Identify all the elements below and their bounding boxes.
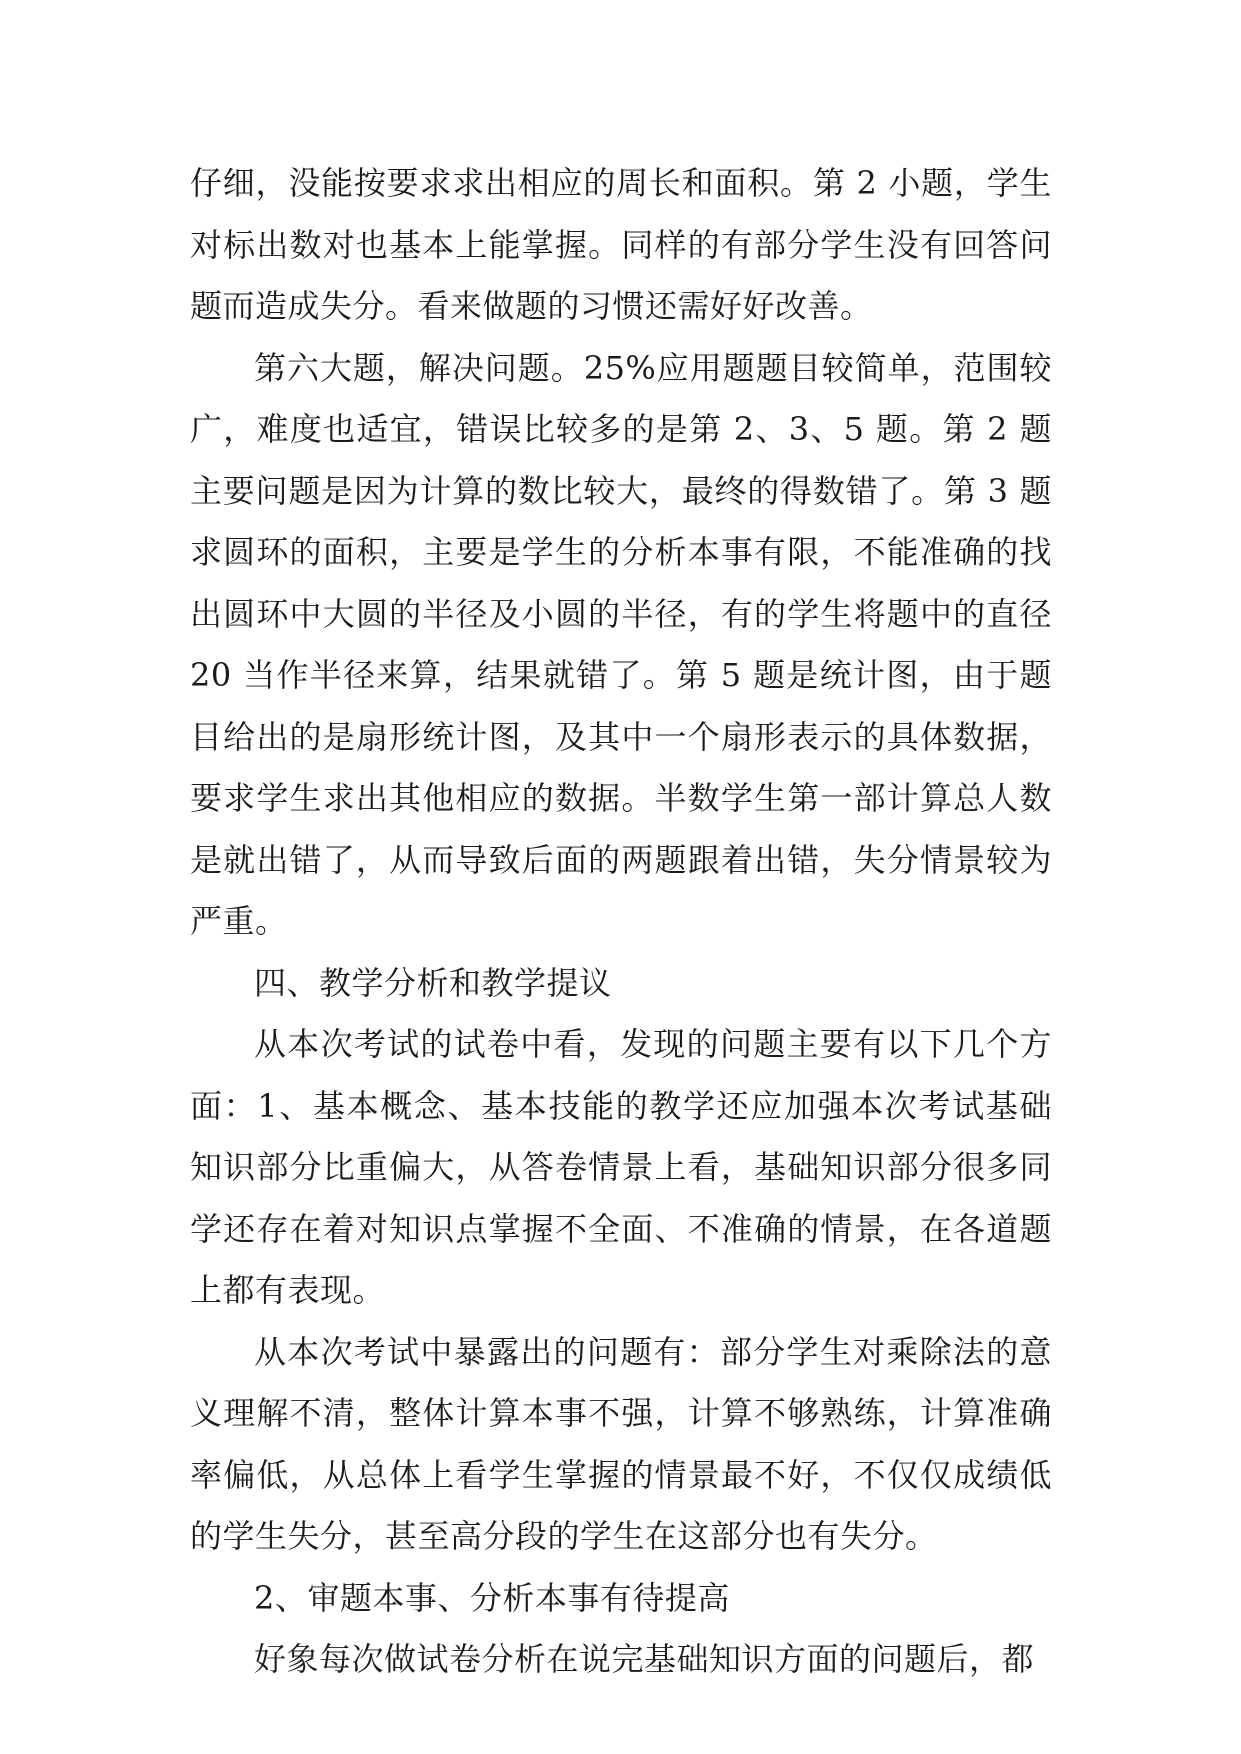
paragraph-4: 从本次考试中暴露出的问题有：部分学生对乘除法的意义理解不清，整体计算本事不强，计算不够熟练，计算准确率偏低，从总体上看学生掌握的情景最不好，不仅仅成绩低的学生失分，甚至高分段的学生在这部分也有失分。	[190, 1332, 1052, 1555]
paragraph-5: 好象每次做试卷分析在说完基础知识方面的问题后，都	[254, 1640, 1035, 1678]
paragraph-2: 第六大题，解决问题。25%应用题题目较简单，范围较广，难度也适宜，错误比较多的是第 2、3、5 题。第 2 题主要问题是因为计算的数比较大，最终的得数错了。第 3 题求圆环的面积，主要是学生的分析本事有限，不能准确的找出圆环中大圆的半径及小圆的半径，有的学生将题中的直径 20 当作半径来算，结果就错了。第 5 题是统计图，由于题目给出的是扇形统计图，及其中一个扇形表示的具体数据，要求学生求出其他相应的数据。半数学生第一部计算总人数是就出错了，从而导致后面的两题跟着出错，失分情景较为严重。	[190, 348, 1052, 940]
subheading-review-ability: 2、审题本事、分析本事有待提高	[254, 1578, 730, 1617]
paragraph-1: 仔细，没能按要求求出相应的周长和面积。第 2 小题，学生对标出数对也基本上能掌握。同样的有部分学生没有回答问题而造成失分。看来做题的习惯还需好好改善。	[190, 164, 1052, 325]
paragraph-3: 从本次考试的试卷中看，发现的问题主要有以下几个方面：1、基本概念、基本技能的教学还应加强本次考试基础知识部分比重偏大，从答卷情景上看，基础知识部分很多同学还存在着对知识点掌握不全面、不准确的情景，在各道题上都有表现。	[190, 1025, 1052, 1309]
section-heading-teaching-analysis: 四、教学分析和教学提议	[254, 963, 612, 1002]
document-body	[190, 153, 1052, 1691]
